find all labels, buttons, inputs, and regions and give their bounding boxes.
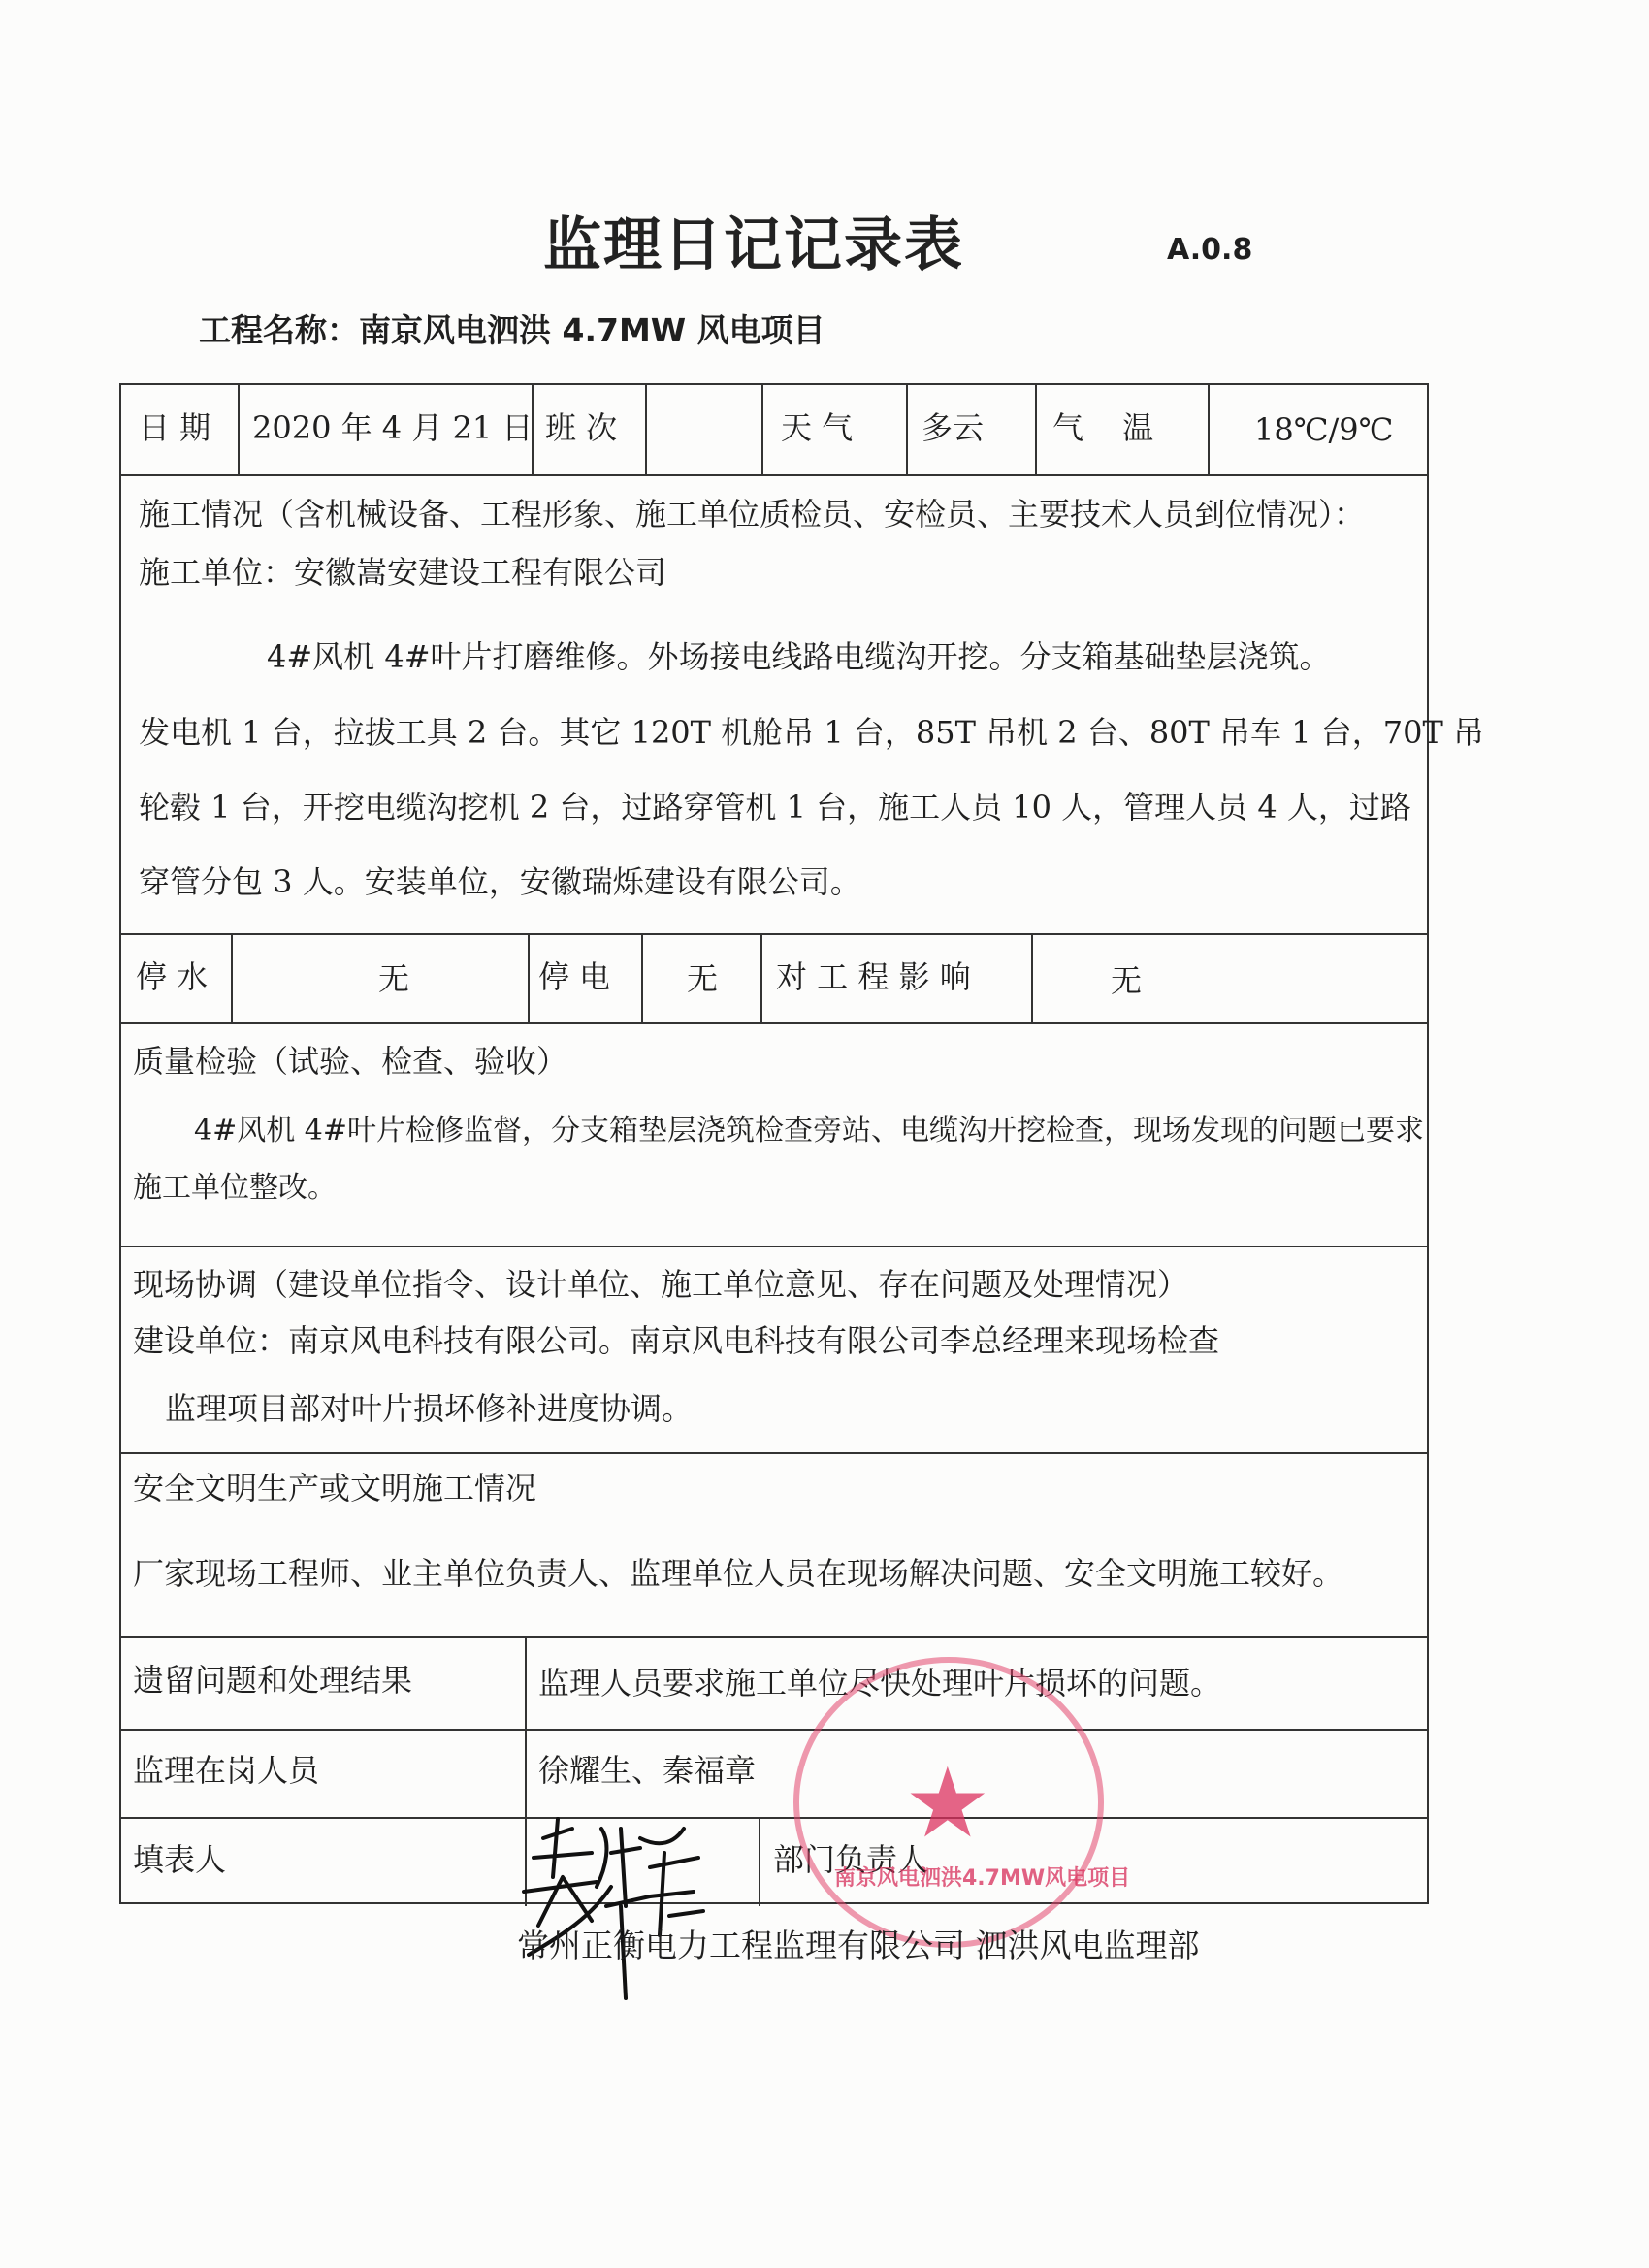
quality-line-1: 4#风机 4#叶片检修监督，分支箱垫层浇筑检查旁站、电缆沟开挖检查，现场发现的问题已要求 [194, 1114, 1424, 1148]
seal-star-icon: ★ [904, 1746, 991, 1860]
construction-heading: 施工情况（含机械设备、工程形象、施工单位质检员、安检员、主要技术人员到位情况）： [139, 496, 1366, 533]
temperature-value: 18℃/9℃ [1254, 411, 1394, 448]
construction-line-4: 穿管分包 3 人。安装单位，安徽瑞烁建设有限公司。 [139, 863, 861, 900]
power-outage-label: 停 电 [538, 958, 611, 995]
construction-line-1: 4#风机 4#叶片打磨维修。外场接电线路电缆沟开挖。分支箱基础垫层浇筑。 [267, 638, 1331, 675]
seal-text: 南京风电泗洪4.7MW风电项目 [834, 1866, 1131, 1891]
water-outage-value: 无 [378, 960, 410, 997]
date-label: 日 期 [139, 409, 211, 446]
construction-line-3: 轮毂 1 台，开挖电缆沟挖机 2 台，过路穿管机 1 台，施工人员 10 人，管理人员 4 人，过路 [139, 789, 1411, 826]
coordination-heading: 现场协调（建设单位指令、设计单位、施工单位意见、存在问题及处理情况） [133, 1266, 1189, 1303]
footer-organization: 常州正衡电力工程监理有限公司 泗洪风电监理部 [517, 1927, 1200, 1964]
filler-label: 填表人 [133, 1841, 227, 1878]
weather-value: 多云 [922, 409, 985, 446]
onsite-staff-label: 监理在岗人员 [133, 1752, 320, 1789]
remaining-issues-label: 遗留问题和处理结果 [133, 1662, 413, 1699]
onsite-staff-value: 徐耀生、秦福章 [538, 1752, 757, 1789]
project-name: 南京风电泗洪 4.7MW 风电项目 [359, 311, 825, 349]
impact-label: 对 工 程 影 响 [776, 958, 971, 995]
page-title: 监理日记记录表 [543, 211, 964, 279]
shift-label: 班 次 [545, 409, 618, 446]
construction-line-2: 发电机 1 台，拉拔工具 2 台。其它 120T 机舱吊 1 台，85T 吊机 2 台、80T 吊车 1 台，70T 吊 [139, 714, 1484, 751]
coordination-line-2: 监理项目部对叶片损坏修补进度协调。 [165, 1390, 694, 1427]
project-label: 工程名称： [199, 311, 359, 349]
coordination-line-1: 建设单位：南京风电科技有限公司。南京风电科技有限公司李总经理来现场检查 [133, 1322, 1220, 1359]
temperature-label: 气 温 [1052, 409, 1154, 446]
water-outage-label: 停 水 [136, 958, 209, 995]
safety-heading: 安全文明生产或文明施工情况 [133, 1470, 537, 1507]
impact-value: 无 [1111, 962, 1143, 999]
date-value: 2020 年 4 月 21 日 [252, 409, 534, 446]
department-head-label: 部门负责人 [773, 1841, 929, 1878]
official-seal [793, 1657, 1131, 1948]
handwritten-signature [504, 1799, 718, 2003]
weather-label: 天 气 [781, 409, 854, 446]
project-line [199, 306, 825, 351]
power-outage-value: 无 [687, 960, 719, 997]
safety-line-1: 厂家现场工程师、业主单位负责人、监理单位人员在现场解决问题、安全文明施工较好。 [133, 1555, 1344, 1592]
construction-unit: 施工单位：安徽嵩安建设工程有限公司 [139, 554, 667, 591]
diary-table [119, 383, 1484, 1904]
form-code: A.0.8 [1167, 233, 1253, 267]
quality-heading: 质量检验（试验、检查、验收） [133, 1043, 568, 1080]
remaining-issues-value: 监理人员要求施工单位尽快处理叶片损坏的问题。 [538, 1665, 1222, 1701]
quality-line-2: 施工单位整改。 [133, 1171, 337, 1205]
